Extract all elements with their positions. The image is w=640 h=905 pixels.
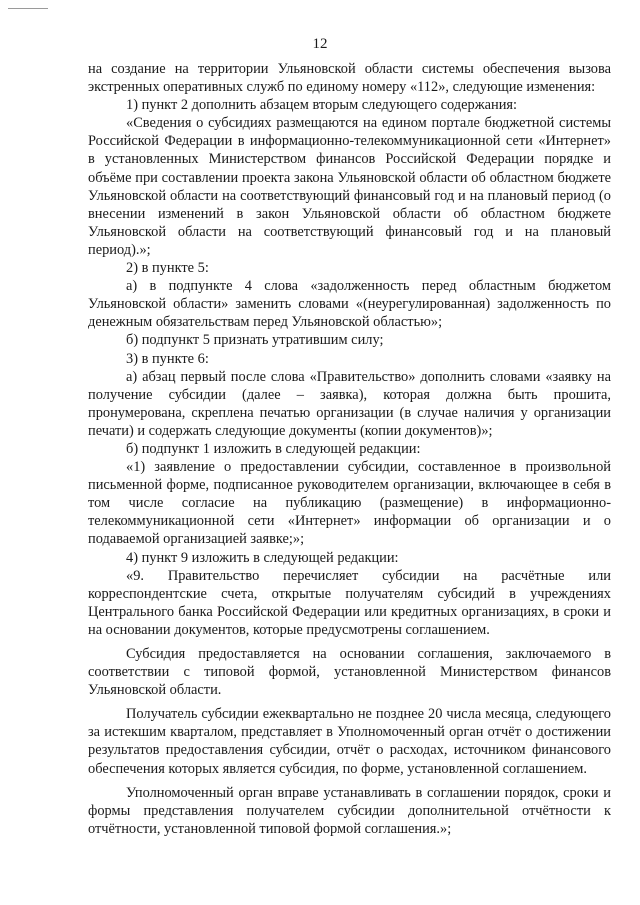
paragraph: Получатель субсидии ежеквартально не позднее 20 числа месяца, следующего за истекшим кварталом, представляет в Уполномоченный орган отчёт о достижении результатов предоставления субсидии, отчёт о расходах, источником финансового обеспечения которых является субсидия, по форме, установленной соглашением. bbox=[88, 706, 611, 777]
paragraph: «1) заявление о предоставлении субсидии, составленное в произвольной письменной форме, подписанное руководителем организации, включающее в себя в том числе согласие на публикацию (размещение) в информационно-телекоммуникационной сети «Интернет» информации об организации и о подаваемой организацией заявке;»; bbox=[88, 459, 611, 548]
paragraph: Субсидия предоставляется на основании соглашения, заключаемого в соответствии с типовой формой, установленной Министерством финансов Ульяновской области. bbox=[88, 646, 611, 699]
paragraph: а) абзац первый после слова «Правительство» дополнить словами «заявку на получение субсидии (далее – заявка), которая должна быть прошита, пронумерована, скреплена печатью организации (в случае наличия у организации печати) и содержать следующие документы (копии документов)»; bbox=[88, 368, 611, 439]
paragraph: «Сведения о субсидиях размещаются на едином портале бюджетной системы Российской Федерации в информационно-телекоммуникационной сети «Интернет» в установленных Министерством финансов Российской Федерации порядке и объёме при составлении проекта закона Ульяновской области об областном бюджете Ульяновской области на соответствующий финансовый год и на плановый период (о внесении изменений в закон Ульяновской области об областном бюджете Ульяновской области на соответствующий финансовый год и на плановый период).»; bbox=[88, 115, 611, 258]
paragraph: б) подпункт 1 изложить в следующей редакции: bbox=[126, 440, 421, 457]
header-rule bbox=[8, 8, 48, 9]
paragraph: «9. Правительство перечисляет субсидии на расчётные или корреспондентские счета, открытые получателям субсидий в учреждениях Центрального банка Российской Федерации или кредитных организациях, в сроки и на основании документов, которые предусмотрены соглашением. bbox=[88, 567, 611, 638]
paragraph: 1) пункт 2 дополнить абзацем вторым следующего содержания: bbox=[126, 97, 518, 114]
document-body bbox=[88, 60, 611, 838]
paragraph: на создание на территории Ульяновской области системы обеспечения вызова экстренных оперативных служб по единому номеру «112», следующие изменения: bbox=[88, 61, 611, 96]
paragraph: 2) в пункте 5: bbox=[126, 260, 209, 277]
paragraph: 4) пункт 9 изложить в следующей редакции: bbox=[126, 549, 399, 566]
paragraph: 3) в пункте 6: bbox=[126, 350, 209, 367]
paragraph: а) в подпункте 4 слова «задолженность перед областным бюджетом Ульяновской области» заменить словами «(неурегулированная) задолженность по денежным обязательствам перед Ульяновской областью»; bbox=[88, 278, 611, 331]
page-number: 12 bbox=[312, 36, 328, 52]
paragraph: Уполномоченный орган вправе устанавливать в соглашении порядок, сроки и формы представления получателем субсидии дополнительной отчётности к отчётности, установленной типовой формой соглашения.»; bbox=[88, 784, 611, 837]
paragraph: б) подпункт 5 признать утратившим силу; bbox=[126, 332, 384, 349]
